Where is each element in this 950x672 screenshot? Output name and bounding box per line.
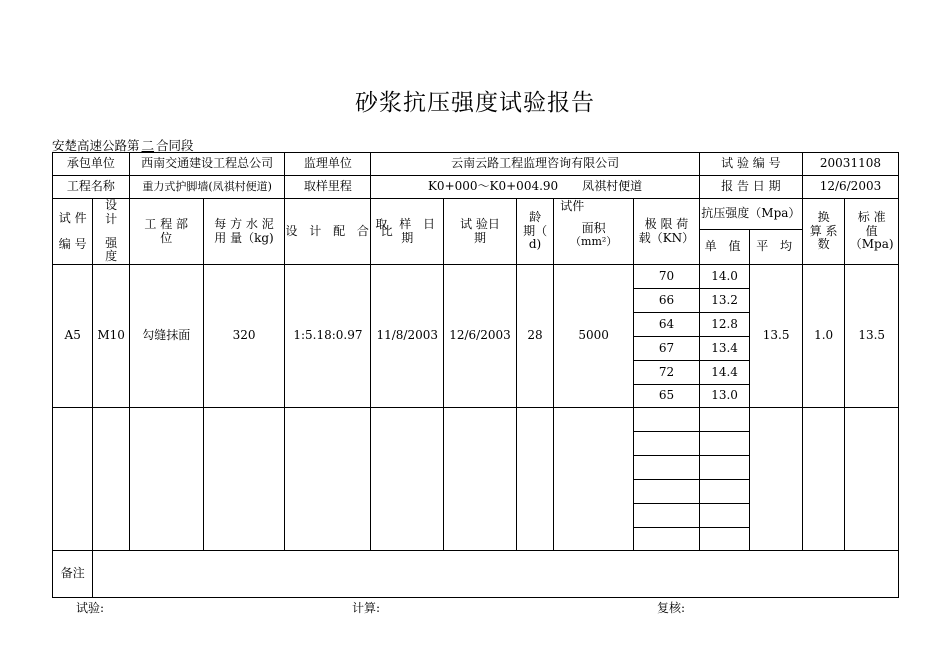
header-cement-line2: 用 量（kg)	[214, 230, 274, 245]
empty-cell	[699, 456, 750, 480]
header-std-line1: 标 准	[857, 209, 886, 224]
empty-cell	[802, 408, 844, 551]
header-cement	[203, 199, 285, 265]
single-value: 14.0	[699, 265, 750, 289]
remarks-row	[53, 551, 899, 598]
info-row-1	[53, 153, 899, 176]
header-factor	[802, 199, 844, 265]
contract-number: 二	[141, 138, 155, 153]
report-date-value: 12/6/2003	[802, 176, 898, 199]
mileage-value: K0+000～K0+004.90 凤祺村便道	[371, 176, 699, 199]
single-value: 13.0	[699, 385, 750, 408]
header-design-strength-line3: 强	[105, 235, 118, 250]
report-table	[52, 152, 899, 598]
empty-cell	[634, 456, 700, 480]
specimen-no: A5	[53, 265, 93, 408]
header-row-1	[53, 199, 899, 230]
header-area-line2: 面积	[581, 221, 606, 236]
age: 28	[516, 265, 553, 408]
remarks-content	[93, 551, 899, 598]
supervisor-label: 监理单位	[285, 153, 371, 176]
contractor-label: 承包单位	[53, 153, 130, 176]
signature-review: 复核:	[657, 601, 686, 615]
empty-cell	[699, 408, 750, 432]
header-design-strength-line4: 度	[105, 249, 118, 264]
header-age	[516, 199, 553, 265]
header-test-date-line2: 期	[473, 230, 486, 245]
header-std	[845, 199, 899, 265]
area: 5000	[554, 265, 634, 408]
contractor-value: 西南交通建设工程总公司	[129, 153, 285, 176]
empty-cell	[516, 408, 553, 551]
header-part-line2: 位	[160, 230, 173, 245]
project-value: 重力式护脚墙(凤祺村便道)	[129, 176, 285, 199]
remarks-label: 备注	[53, 551, 93, 598]
empty-cell	[444, 408, 517, 551]
test-no-value: 20031108	[802, 153, 898, 176]
header-area-line1: 试件	[560, 199, 585, 214]
header-design-strength	[93, 199, 129, 265]
load-value: 67	[634, 337, 700, 361]
empty-cell	[554, 408, 634, 551]
header-sample-date-line2: 期	[401, 230, 414, 245]
mix-ratio: 1:5.18:0.97	[285, 265, 371, 408]
header-specimen-no-line2: 编 号	[58, 236, 87, 251]
load-value: 65	[634, 385, 700, 408]
header-area-line3: （mm²）	[570, 235, 618, 249]
signature-calc: 计算:	[352, 601, 381, 615]
load-value: 66	[634, 289, 700, 313]
header-part-line1: 工 程 部	[144, 216, 189, 231]
header-mix: 设 计 配 合 比	[285, 199, 371, 265]
header-average: 平 均	[750, 229, 803, 264]
empty-cell	[699, 480, 750, 504]
empty-cell	[634, 504, 700, 528]
single-value: 12.8	[699, 313, 750, 337]
empty-cell	[634, 480, 700, 504]
empty-cell	[371, 408, 444, 551]
design-strength: M10	[93, 265, 129, 408]
load-value: 64	[634, 313, 700, 337]
supervisor-value: 云南云路工程监理咨询有限公司	[371, 153, 699, 176]
header-age-line2: 期（	[523, 223, 548, 238]
header-single: 单 值	[699, 229, 750, 264]
empty-cell	[53, 408, 93, 551]
report-title: 砂浆抗压强度试验报告	[355, 90, 595, 116]
data-row-1	[53, 265, 899, 289]
contract-prefix: 安楚高速公路第	[52, 138, 140, 153]
single-value: 13.4	[699, 337, 750, 361]
empty-cell	[634, 408, 700, 432]
empty-cell	[634, 432, 700, 456]
empty-cell	[845, 408, 899, 551]
header-load	[634, 199, 700, 265]
empty-row-1	[53, 408, 899, 432]
header-load-line2: 载（KN）	[638, 230, 695, 245]
header-factor-line1: 换	[817, 209, 830, 224]
header-cement-line1: 每 方 水 泥	[214, 216, 274, 231]
average-value: 13.5	[750, 265, 803, 408]
empty-cell	[699, 504, 750, 528]
header-std-line2: 值	[865, 223, 878, 238]
test-date: 12/6/2003	[444, 265, 517, 408]
header-part	[129, 199, 203, 265]
header-test-date-line1: 试 验日	[460, 216, 500, 231]
header-age-line1: 龄	[529, 209, 542, 224]
empty-cell	[699, 528, 750, 551]
header-strength: 抗压强度（Mpa）	[699, 199, 802, 230]
info-row-2	[53, 176, 899, 199]
header-test-date	[444, 199, 517, 265]
header-factor-line2: 算 系	[809, 223, 838, 238]
empty-cell	[634, 528, 700, 551]
test-no-label: 试 验 编 号	[699, 153, 802, 176]
sample-date: 11/8/2003	[371, 265, 444, 408]
load-value: 72	[634, 361, 700, 385]
cement-amount: 320	[203, 265, 285, 408]
load-value: 70	[634, 265, 700, 289]
header-sample-date-line1: 取 样 日	[375, 216, 440, 231]
single-value: 14.4	[699, 361, 750, 385]
empty-cell	[285, 408, 371, 551]
std-value: 13.5	[845, 265, 899, 408]
empty-cell	[699, 432, 750, 456]
header-factor-line3: 数	[817, 237, 830, 252]
header-load-line1: 极 限 荷	[644, 216, 689, 231]
contract-suffix: 合同段	[156, 138, 194, 153]
header-specimen-no	[53, 199, 93, 265]
mileage-label: 取样里程	[285, 176, 371, 199]
single-value: 13.2	[699, 289, 750, 313]
report-date-label: 报 告 日 期	[699, 176, 802, 199]
part: 勾缝抹面	[129, 265, 203, 408]
factor-value: 1.0	[802, 265, 844, 408]
header-design-strength-line2: 计	[105, 211, 118, 226]
header-design-strength-line1: 设	[105, 198, 118, 212]
empty-cell	[129, 408, 203, 551]
empty-cell	[93, 408, 129, 551]
header-specimen-no-line1: 试 件	[58, 210, 87, 225]
header-age-line3: d)	[528, 237, 542, 252]
project-label: 工程名称	[53, 176, 130, 199]
header-std-line3: （Mpa)	[849, 237, 894, 252]
header-area	[554, 199, 634, 265]
empty-cell	[203, 408, 285, 551]
empty-cell	[750, 408, 803, 551]
signature-test: 试验:	[76, 601, 105, 615]
